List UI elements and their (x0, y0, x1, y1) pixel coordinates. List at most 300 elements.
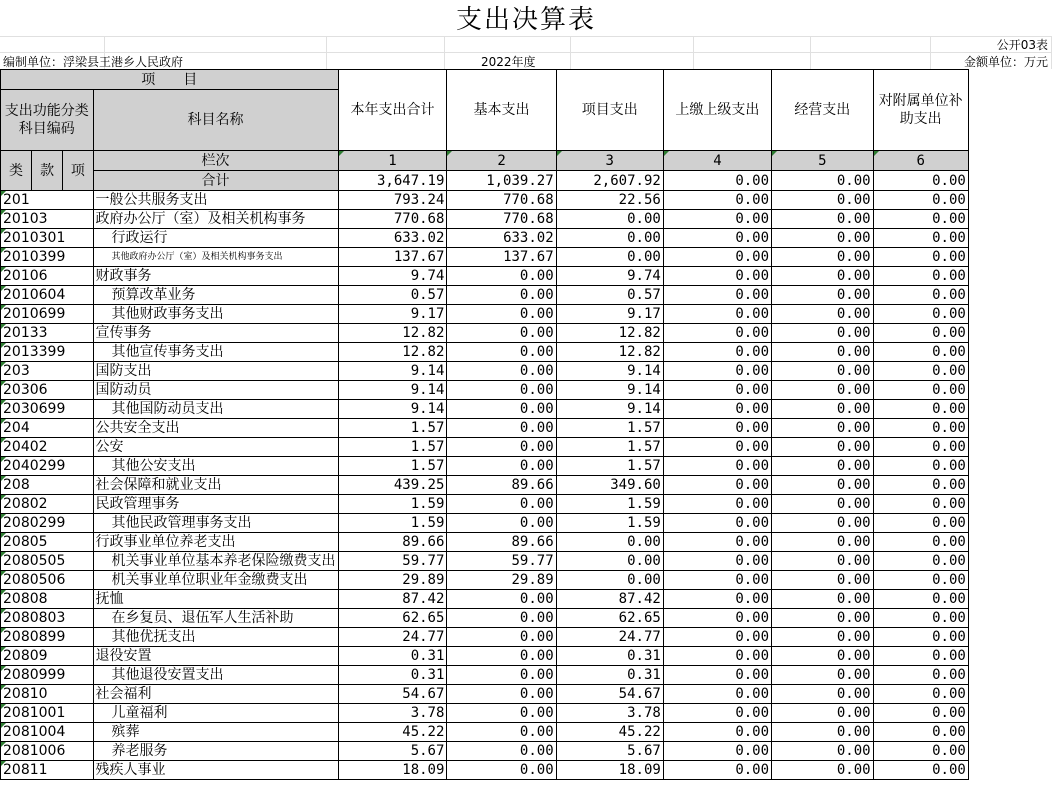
row-subject-name: 其他宣传事务支出 (93, 343, 338, 362)
row-code: 2080506 (1, 571, 94, 590)
row-subject-name: 社会保障和就业支出 (93, 476, 338, 495)
row-value: 1.59 (338, 495, 447, 514)
row-value: 24.77 (556, 628, 663, 647)
row-value: 0.00 (772, 229, 874, 248)
row-value: 0.00 (772, 248, 874, 267)
table-row (1, 742, 1052, 761)
row-code: 2010699 (1, 305, 94, 324)
row-subject-name: 财政事务 (93, 267, 338, 286)
row-code: 20802 (1, 495, 94, 514)
header-col-business: 经营支出 (772, 70, 874, 151)
row-value: 0.00 (447, 419, 556, 438)
row-value: 0.00 (873, 571, 968, 590)
header-col-basic: 基本支出 (447, 70, 556, 151)
row-value: 1.59 (556, 514, 663, 533)
table-row (1, 324, 1052, 343)
row-value: 9.14 (556, 362, 663, 381)
row-value: 0.00 (772, 571, 874, 590)
row-value: 0.00 (873, 533, 968, 552)
row-value: 0.00 (663, 666, 771, 685)
expenditure-table (0, 69, 1052, 780)
row-value: 633.02 (338, 229, 447, 248)
row-code: 2010301 (1, 229, 94, 248)
header-col-upper: 上缴上级支出 (663, 70, 771, 151)
row-value: 0.00 (772, 343, 874, 362)
table-row (1, 457, 1052, 476)
row-value: 0.00 (663, 495, 771, 514)
row-value: 0.00 (447, 685, 556, 704)
row-value: 0.00 (447, 286, 556, 305)
row-code: 2080899 (1, 628, 94, 647)
header-kuan: 款 (32, 151, 63, 191)
row-value: 0.00 (663, 191, 771, 210)
table-row (1, 609, 1052, 628)
row-value: 0.00 (772, 533, 874, 552)
row-value: 0.00 (772, 210, 874, 229)
row-value: 3.78 (338, 704, 447, 723)
total-cell: 0.00 (663, 171, 771, 191)
row-code: 2080299 (1, 514, 94, 533)
row-value: 0.00 (447, 742, 556, 761)
row-subject-name: 其他政府办公厅（室）及相关机构事务支出 (93, 248, 338, 267)
row-value: 0.00 (772, 495, 874, 514)
table-row (1, 533, 1052, 552)
row-value: 0.00 (663, 685, 771, 704)
table-row (1, 590, 1052, 609)
table-row (1, 286, 1052, 305)
table-row (1, 628, 1052, 647)
row-value: 439.25 (338, 476, 447, 495)
row-code: 20805 (1, 533, 94, 552)
row-value: 0.00 (663, 267, 771, 286)
row-value: 0.00 (873, 381, 968, 400)
row-value: 0.00 (447, 343, 556, 362)
row-value: 87.42 (556, 590, 663, 609)
row-value: 0.00 (873, 305, 968, 324)
row-value: 1.57 (556, 419, 663, 438)
row-value: 1.57 (338, 419, 447, 438)
table-row (1, 381, 1052, 400)
row-value: 0.00 (663, 362, 771, 381)
row-value: 0.00 (873, 628, 968, 647)
row-value: 770.68 (338, 210, 447, 229)
row-value: 1.57 (338, 438, 447, 457)
row-subject-name: 其他国防动员支出 (93, 400, 338, 419)
table-row (1, 666, 1052, 685)
row-value: 0.00 (663, 438, 771, 457)
row-value: 0.00 (663, 457, 771, 476)
row-value: 0.00 (663, 571, 771, 590)
row-value: 0.00 (447, 324, 556, 343)
row-value: 0.00 (873, 514, 968, 533)
row-value: 0.00 (447, 761, 556, 780)
row-value: 0.00 (663, 476, 771, 495)
row-value: 770.68 (447, 191, 556, 210)
row-value: 0.31 (556, 666, 663, 685)
header-subject-name: 科目名称 (93, 90, 338, 151)
row-code: 208 (1, 476, 94, 495)
row-value: 1.57 (338, 457, 447, 476)
col-number-3: 3 (556, 151, 663, 171)
row-code: 2081004 (1, 723, 94, 742)
row-value: 0.00 (663, 229, 771, 248)
row-value: 9.17 (556, 305, 663, 324)
row-value: 0.00 (447, 457, 556, 476)
row-value: 0.00 (772, 419, 874, 438)
header-col-total: 本年支出合计 (338, 70, 447, 151)
row-value: 12.82 (338, 324, 447, 343)
row-value: 0.57 (338, 286, 447, 305)
table-row (1, 191, 1052, 210)
row-subject-name: 机关事业单位职业年金缴费支出 (93, 571, 338, 590)
row-value: 0.00 (772, 723, 874, 742)
row-value: 0.00 (663, 419, 771, 438)
row-value: 0.00 (873, 495, 968, 514)
row-value: 12.82 (556, 324, 663, 343)
row-value: 0.00 (873, 685, 968, 704)
row-value: 0.00 (873, 590, 968, 609)
row-code: 20133 (1, 324, 94, 343)
row-value: 0.00 (772, 647, 874, 666)
header-xiang: 项 (63, 151, 93, 191)
row-value: 45.22 (556, 723, 663, 742)
row-value: 1.59 (338, 514, 447, 533)
row-subject-name: 儿童福利 (93, 704, 338, 723)
row-value: 0.00 (873, 267, 968, 286)
row-subject-name: 抚恤 (93, 590, 338, 609)
row-value: 0.00 (873, 362, 968, 381)
row-code: 20402 (1, 438, 94, 457)
money-unit: 金额单位：万元 (963, 55, 1048, 69)
row-value: 0.00 (447, 704, 556, 723)
row-value: 54.67 (556, 685, 663, 704)
row-value: 0.00 (772, 305, 874, 324)
row-value: 0.00 (772, 476, 874, 495)
row-value: 0.00 (772, 628, 874, 647)
row-value: 0.00 (447, 400, 556, 419)
row-value: 62.65 (556, 609, 663, 628)
row-subject-name: 公安 (93, 438, 338, 457)
row-code: 20808 (1, 590, 94, 609)
row-value: 87.42 (338, 590, 447, 609)
row-code: 2010604 (1, 286, 94, 305)
header-lanci: 栏次 (93, 151, 338, 171)
row-value: 770.68 (447, 210, 556, 229)
row-value: 0.00 (447, 305, 556, 324)
table-row (1, 267, 1052, 286)
row-value: 9.74 (338, 267, 447, 286)
row-value: 62.65 (338, 609, 447, 628)
row-code: 2080505 (1, 552, 94, 571)
row-value: 0.00 (447, 514, 556, 533)
row-code: 2080803 (1, 609, 94, 628)
table-row (1, 476, 1052, 495)
row-value: 18.09 (338, 761, 447, 780)
row-value: 54.67 (338, 685, 447, 704)
row-value: 0.00 (663, 400, 771, 419)
row-value: 0.00 (873, 476, 968, 495)
table-row (1, 400, 1052, 419)
row-value: 29.89 (447, 571, 556, 590)
row-code: 20809 (1, 647, 94, 666)
row-subject-name: 国防动员 (93, 381, 338, 400)
row-value: 0.00 (772, 267, 874, 286)
row-value: 0.00 (873, 400, 968, 419)
row-value: 12.82 (338, 343, 447, 362)
col-number-5: 5 (772, 151, 874, 171)
row-value: 9.14 (556, 400, 663, 419)
row-code: 20811 (1, 761, 94, 780)
row-value: 0.00 (873, 742, 968, 761)
row-value: 0.00 (772, 590, 874, 609)
row-value: 0.00 (873, 723, 968, 742)
row-value: 0.00 (772, 666, 874, 685)
row-code: 204 (1, 419, 94, 438)
row-subject-name: 其他优抚支出 (93, 628, 338, 647)
row-value: 1.59 (556, 495, 663, 514)
row-value: 0.00 (772, 685, 874, 704)
table-row (1, 343, 1052, 362)
row-subject-name: 其他民政管理事务支出 (93, 514, 338, 533)
row-subject-name: 一般公共服务支出 (93, 191, 338, 210)
row-code: 20306 (1, 381, 94, 400)
row-value: 0.00 (772, 324, 874, 343)
total-cell: 3,647.19 (338, 171, 447, 191)
row-subject-name: 宣传事务 (93, 324, 338, 343)
total-cell: 0.00 (772, 171, 874, 191)
table-row (1, 248, 1052, 267)
table-code: 公开03表 (996, 38, 1048, 52)
table-row (1, 704, 1052, 723)
row-subject-name: 民政管理事务 (93, 495, 338, 514)
header-lei: 类 (1, 151, 32, 191)
row-value: 0.00 (447, 723, 556, 742)
table-row (1, 495, 1052, 514)
row-code: 2010399 (1, 248, 94, 267)
row-value: 29.89 (338, 571, 447, 590)
table-row (1, 571, 1052, 590)
row-value: 0.00 (663, 552, 771, 571)
row-value: 0.00 (873, 191, 968, 210)
row-value: 59.77 (338, 552, 447, 571)
row-code: 20106 (1, 267, 94, 286)
row-value: 0.00 (873, 248, 968, 267)
row-value: 793.24 (338, 191, 447, 210)
row-value: 0.00 (556, 533, 663, 552)
row-value: 9.14 (338, 400, 447, 419)
row-value: 22.56 (556, 191, 663, 210)
row-value: 0.00 (873, 457, 968, 476)
row-value: 0.00 (772, 286, 874, 305)
row-value: 0.00 (663, 590, 771, 609)
row-value: 0.00 (873, 647, 968, 666)
row-value: 24.77 (338, 628, 447, 647)
table-row (1, 229, 1052, 248)
row-value: 0.00 (873, 761, 968, 780)
total-cell: 0.00 (873, 171, 968, 191)
row-value: 0.00 (772, 609, 874, 628)
row-code: 203 (1, 362, 94, 381)
row-subject-name: 殡葬 (93, 723, 338, 742)
row-value: 0.00 (772, 514, 874, 533)
row-value: 89.66 (447, 476, 556, 495)
row-value: 89.66 (447, 533, 556, 552)
header-heji: 合计 (93, 171, 338, 191)
row-subject-name: 退役安置 (93, 647, 338, 666)
table-row (1, 210, 1052, 229)
row-value: 89.66 (338, 533, 447, 552)
row-value: 0.31 (338, 647, 447, 666)
col-number-6: 6 (873, 151, 968, 171)
row-value: 9.14 (338, 381, 447, 400)
row-subject-name: 国防支出 (93, 362, 338, 381)
table-row (1, 552, 1052, 571)
row-value: 0.57 (556, 286, 663, 305)
row-value: 12.82 (556, 343, 663, 362)
col-number-1: 1 (338, 151, 447, 171)
row-value: 0.00 (556, 571, 663, 590)
row-value: 0.00 (873, 666, 968, 685)
row-value: 0.00 (663, 381, 771, 400)
table-row (1, 305, 1052, 324)
row-value: 137.67 (338, 248, 447, 267)
row-value: 0.00 (772, 742, 874, 761)
row-value: 0.00 (873, 552, 968, 571)
row-value: 0.00 (663, 742, 771, 761)
row-value: 0.00 (447, 495, 556, 514)
row-value: 0.31 (338, 666, 447, 685)
row-value: 0.00 (873, 229, 968, 248)
row-value: 0.00 (873, 419, 968, 438)
row-code: 2040299 (1, 457, 94, 476)
row-subject-name: 其他退役安置支出 (93, 666, 338, 685)
row-value: 0.00 (447, 647, 556, 666)
row-value: 5.67 (338, 742, 447, 761)
row-value: 0.00 (772, 400, 874, 419)
row-subject-name: 行政运行 (93, 229, 338, 248)
row-value: 0.00 (663, 514, 771, 533)
row-value: 0.00 (772, 704, 874, 723)
row-value: 349.60 (556, 476, 663, 495)
row-code: 2080999 (1, 666, 94, 685)
table-row (1, 647, 1052, 666)
row-value: 0.00 (772, 552, 874, 571)
row-subject-name: 社会福利 (93, 685, 338, 704)
row-value: 0.00 (663, 761, 771, 780)
row-value: 0.00 (556, 248, 663, 267)
row-value: 0.00 (447, 267, 556, 286)
row-value: 0.00 (447, 381, 556, 400)
table-row (1, 438, 1052, 457)
row-value: 0.00 (663, 647, 771, 666)
row-code: 201 (1, 191, 94, 210)
total-cell: 1,039.27 (447, 171, 556, 191)
row-value: 0.00 (772, 438, 874, 457)
row-code: 2081001 (1, 704, 94, 723)
row-value: 0.00 (447, 590, 556, 609)
header-col-project: 项目支出 (556, 70, 663, 151)
row-value: 0.00 (663, 286, 771, 305)
row-value: 0.00 (772, 381, 874, 400)
row-value: 1.57 (556, 438, 663, 457)
row-value: 0.00 (873, 704, 968, 723)
row-subject-name: 养老服务 (93, 742, 338, 761)
row-code: 20103 (1, 210, 94, 229)
total-cell: 2,607.92 (556, 171, 663, 191)
row-value: 0.00 (663, 609, 771, 628)
row-value: 0.00 (772, 362, 874, 381)
row-value: 0.00 (447, 666, 556, 685)
row-subject-name: 政府办公厅（室）及相关机构事务 (93, 210, 338, 229)
row-subject-name: 在乡复员、退伍军人生活补助 (93, 609, 338, 628)
row-value: 633.02 (447, 229, 556, 248)
row-value: 0.00 (873, 609, 968, 628)
row-value: 5.67 (556, 742, 663, 761)
row-value: 137.67 (447, 248, 556, 267)
row-value: 0.00 (873, 438, 968, 457)
row-value: 0.00 (663, 305, 771, 324)
row-subject-name: 预算改革业务 (93, 286, 338, 305)
row-value: 0.00 (663, 704, 771, 723)
row-value: 0.00 (556, 552, 663, 571)
row-value: 0.00 (663, 210, 771, 229)
row-value: 0.00 (772, 761, 874, 780)
row-value: 18.09 (556, 761, 663, 780)
table-row (1, 685, 1052, 704)
row-value: 59.77 (447, 552, 556, 571)
row-value: 0.00 (447, 609, 556, 628)
row-subject-name: 其他财政事务支出 (93, 305, 338, 324)
row-value: 45.22 (338, 723, 447, 742)
row-code: 2081006 (1, 742, 94, 761)
row-value: 0.00 (556, 210, 663, 229)
row-subject-name: 残疾人事业 (93, 761, 338, 780)
row-value: 3.78 (556, 704, 663, 723)
row-subject-name: 机关事业单位基本养老保险缴费支出 (93, 552, 338, 571)
row-value: 0.00 (447, 438, 556, 457)
row-value: 0.00 (663, 324, 771, 343)
header-item: 项 目 (1, 70, 339, 90)
col-number-2: 2 (447, 151, 556, 171)
row-code: 20810 (1, 685, 94, 704)
row-value: 0.00 (556, 229, 663, 248)
table-row (1, 514, 1052, 533)
row-subject-name: 行政事业单位养老支出 (93, 533, 338, 552)
row-code: 2013399 (1, 343, 94, 362)
row-value: 0.00 (873, 210, 968, 229)
table-row (1, 362, 1052, 381)
row-subject-name: 其他公安支出 (93, 457, 338, 476)
page-title: 支出决算表 (455, 5, 596, 35)
row-value: 0.00 (772, 191, 874, 210)
row-value: 0.00 (663, 628, 771, 647)
reporting-unit: 编制单位：浮梁县王港乡人民政府 (3, 55, 184, 69)
row-value: 0.00 (447, 628, 556, 647)
row-value: 0.00 (663, 343, 771, 362)
row-subject-name: 公共安全支出 (93, 419, 338, 438)
table-row (1, 723, 1052, 742)
table-row (1, 419, 1052, 438)
fiscal-year: 2022年度 (481, 55, 536, 69)
row-value: 0.00 (663, 533, 771, 552)
row-value: 0.00 (873, 286, 968, 305)
row-value: 0.00 (447, 362, 556, 381)
row-value: 0.00 (873, 343, 968, 362)
row-code: 2030699 (1, 400, 94, 419)
header-func-code: 支出功能分类科目编码 (1, 90, 94, 151)
row-value: 0.00 (873, 324, 968, 343)
row-value: 0.00 (663, 723, 771, 742)
